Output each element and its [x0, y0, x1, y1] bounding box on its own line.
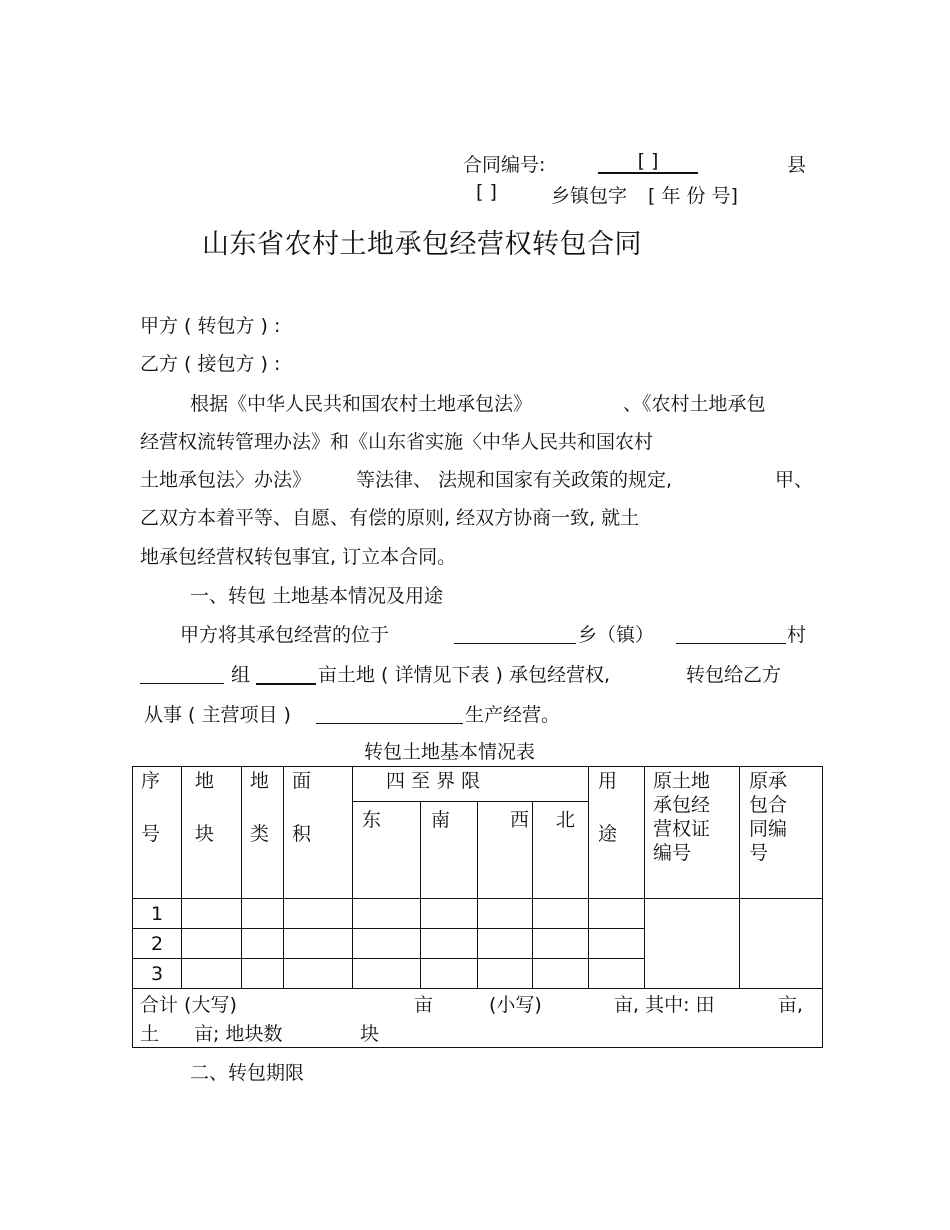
year-number: [ 年 份 号]	[648, 185, 738, 207]
document-title: 山东省农村土地承包经营权转包合同	[202, 229, 642, 260]
intro-line-5: 地承包经营权转包事宜, 订立本合同。	[140, 546, 457, 568]
col-orig-line-2: 包合	[749, 794, 788, 816]
col-seq-1: 序	[141, 770, 161, 792]
section-2-heading: 二、转包期限	[190, 1062, 305, 1084]
col-west: 西	[510, 809, 530, 831]
total-plot-unit: 块	[360, 1023, 380, 1045]
total-plot-count-label: 亩; 地块数	[194, 1023, 283, 1045]
intro-line-3b: 等法律、 法规和国家有关政策的规定,	[356, 469, 673, 491]
col-south: 南	[431, 809, 451, 831]
col-orig-line-3: 同编	[749, 818, 788, 840]
col-use-1: 用	[598, 770, 618, 792]
col-original-cert	[653, 769, 710, 865]
transfer-to-b-label: 转包给乙方	[686, 664, 782, 686]
col-cert-line-3: 营权证	[653, 818, 711, 840]
s1-location-label: 甲方将其承包经营的位于	[180, 624, 390, 646]
village-input[interactable]	[676, 622, 786, 644]
col-seq-2: 号	[141, 823, 161, 845]
group-label: 组	[231, 664, 251, 686]
township-label: 乡（镇）	[578, 624, 655, 646]
total-mu-field: 亩,	[778, 994, 804, 1016]
col-boundaries: 四 至 界 限	[386, 770, 481, 792]
col-use-2: 途	[598, 823, 618, 845]
col-original-contract	[749, 769, 787, 865]
total-lowercase-label: (小写)	[489, 994, 542, 1016]
production-label: 生产经营。	[465, 704, 561, 726]
contract-number-field[interactable]	[598, 150, 698, 174]
col-type-1: 地	[250, 770, 270, 792]
contract-number-label: 合同编号:	[463, 154, 546, 176]
intro-line-1a: 根据《中华人民共和国农村土地承包法》	[190, 393, 533, 415]
town-code-label: 乡镇包字	[551, 185, 628, 207]
township-input[interactable]	[454, 622, 576, 644]
table-row-1-number: 1	[151, 903, 164, 925]
village-label: 村	[787, 624, 807, 646]
party-b-label: 乙方 ( 接包方 ) :	[140, 353, 281, 375]
total-uppercase-label: 合计 (大写)	[140, 994, 237, 1016]
main-project-input[interactable]	[316, 702, 463, 724]
intro-line-3a: 土地承包法〉办法》	[140, 469, 312, 491]
intro-line-1b: 、《农村土地承包	[623, 393, 766, 415]
col-east: 东	[362, 809, 382, 831]
mu-land-label: 亩土地 ( 详情见下表 ) 承包经营权,	[318, 664, 611, 686]
total-soil-label: 土	[140, 1023, 160, 1045]
intro-line-4: 乙双方本着平等、自愿、有偿的原则, 经双方协商一致, 就土	[140, 507, 640, 529]
col-north: 北	[556, 809, 576, 831]
col-cert-line-1: 原土地	[653, 770, 711, 792]
party-a-label: 甲方 ( 转包方 ) :	[140, 315, 281, 337]
col-orig-line-4: 号	[749, 842, 769, 864]
table-caption: 转包土地基本情况表	[364, 741, 536, 763]
col-plot-2: 块	[195, 823, 215, 845]
intro-line-3c: 甲、	[775, 469, 814, 491]
col-orig-line-1: 原承	[749, 770, 788, 792]
section-1-heading: 一、转包 土地基本情况及用途	[190, 585, 444, 607]
col-area-1: 面	[292, 770, 312, 792]
main-project-label: 从事 ( 主营项目 )	[144, 704, 291, 726]
county-label: 县	[787, 154, 807, 176]
contract-number-value: [ ]	[598, 150, 698, 174]
col-cert-line-2: 承包经	[653, 794, 711, 816]
col-cert-line-4: 编号	[653, 842, 692, 864]
col-area-2: 积	[292, 823, 312, 845]
intro-line-2: 经营权流转管理办法》和《山东省实施〈中华人民共和国农村	[140, 431, 654, 453]
county-bracket: [ ]	[476, 181, 497, 203]
total-mu-1: 亩	[414, 994, 434, 1016]
total-field-label: 亩, 其中: 田	[614, 994, 715, 1016]
table-row-2-number: 2	[151, 933, 164, 955]
col-plot-1: 地	[195, 770, 215, 792]
col-type-2: 类	[250, 823, 270, 845]
mu-input[interactable]	[256, 662, 316, 685]
group-input[interactable]	[140, 662, 224, 684]
table-row-3-number: 3	[151, 963, 164, 985]
